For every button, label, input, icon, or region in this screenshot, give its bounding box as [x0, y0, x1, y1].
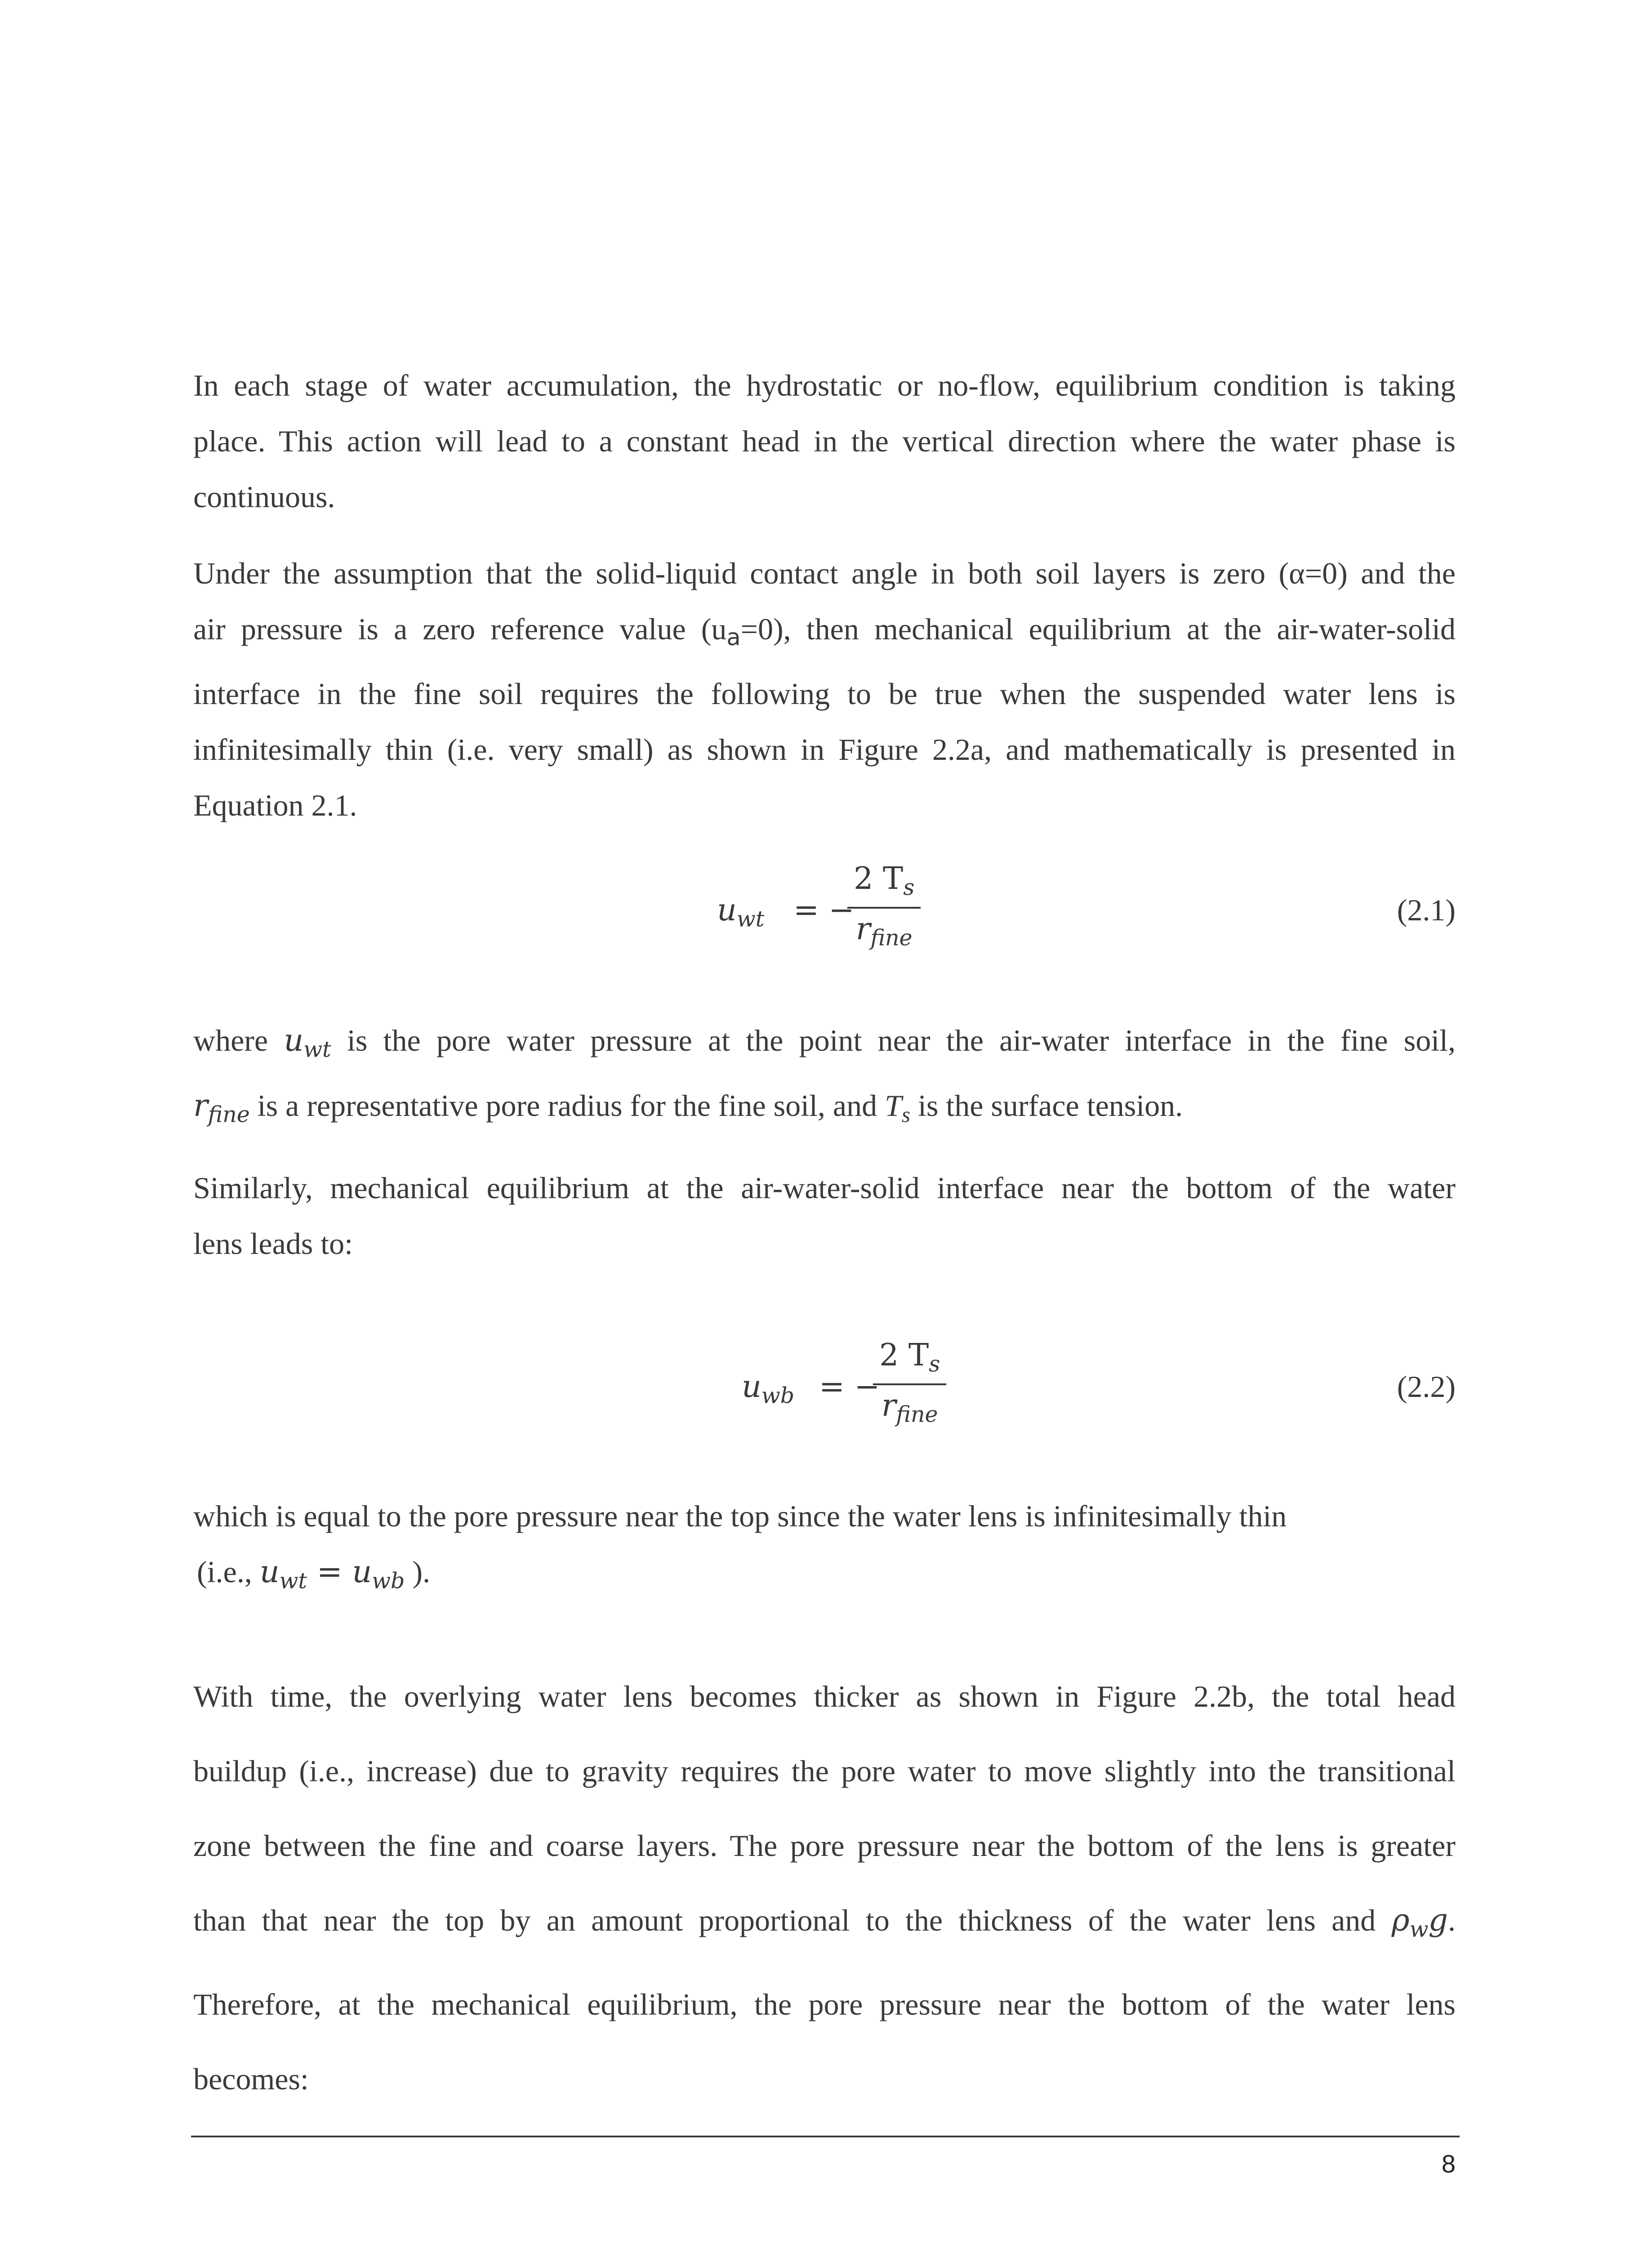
text-fragment: where	[193, 1023, 284, 1057]
text-fragment: ).	[405, 1555, 431, 1589]
subscript: wt	[303, 1036, 331, 1062]
text-fragment: than that near the top by an amount proportional to the thickness of the water lens and	[193, 1903, 1392, 1937]
subscript: fine	[208, 1102, 250, 1128]
subscript: w	[1409, 1916, 1429, 1942]
variable: ρ	[1391, 1903, 1410, 1938]
denominator	[875, 1388, 944, 1427]
subscript: s	[929, 1351, 940, 1377]
text-line	[193, 1078, 1456, 1143]
variable: r	[193, 1088, 208, 1124]
text-line: Equation 2.1.	[193, 788, 357, 822]
variable: u	[717, 892, 737, 928]
variable: g	[1428, 1903, 1448, 1938]
equation-lhs	[717, 892, 764, 932]
text-fragment: is the pore water pressure at the point near the air-water interface in the fine soil,	[331, 1023, 1456, 1057]
paragraph-which-is-equal	[193, 1488, 1456, 1609]
text-line: lens leads to:	[193, 1227, 353, 1261]
text-line: Therefore, at the mechanical equilibrium, the pore pressure near the bottom of the water lens	[193, 1987, 1456, 2021]
denominator	[850, 911, 919, 951]
subscript: wb	[372, 1568, 405, 1594]
text-line	[193, 1012, 1456, 1078]
text-line: With time, the overlying water lens becomes thicker as shown in Figure 2.2b, the total head	[193, 1679, 1456, 1713]
subscript: wt	[736, 906, 765, 932]
fraction-bar	[873, 1383, 946, 1385]
text-line: Under the assumption that the solid-liquid contact angle in both soil layers is zero (α=0) and the	[193, 556, 1456, 590]
paragraph-where	[193, 1012, 1456, 1142]
equals-minus: = −	[819, 1369, 880, 1405]
subscript: wt	[279, 1568, 307, 1594]
subscript: fine	[870, 925, 913, 951]
paragraph-assumption	[193, 545, 1456, 833]
equals-minus: = −	[793, 892, 855, 928]
variable: r	[855, 911, 871, 947]
equation-number: (2.2)	[1397, 1369, 1456, 1404]
numerator	[873, 1338, 946, 1377]
variable: u	[352, 1554, 372, 1590]
paragraph-similarly	[193, 1160, 1456, 1271]
text-line: zone between the fine and coarse layers. The pore pressure near the bottom of the lens is greater	[193, 1829, 1456, 1863]
text-fragment: is a representative pore radius for the fine soil, and	[249, 1088, 885, 1123]
paragraph-with-time	[193, 1659, 1456, 2116]
text-line: buildup (i.e., increase) due to gravity requires the pore water to move slightly into the transitional	[193, 1754, 1456, 1788]
text-line: Similarly, mechanical equilibrium at the air-water-solid interface near the bottom of the water	[193, 1171, 1456, 1205]
fraction	[873, 1338, 946, 1427]
text-fragment: air pressure is a zero reference value (u	[193, 612, 727, 646]
text-line	[193, 601, 1456, 666]
text-fragment: is the surface tension.	[910, 1088, 1183, 1123]
text-line: continuous.	[193, 480, 335, 514]
variable: u	[742, 1369, 761, 1405]
subscript: fine	[896, 1401, 938, 1427]
subscript: a	[726, 624, 741, 651]
equation-number: (2.1)	[1397, 893, 1456, 927]
variable: r	[881, 1387, 896, 1423]
subscript: s	[901, 1102, 910, 1127]
text-line	[193, 1883, 1456, 1967]
text-line: becomes:	[193, 2061, 309, 2096]
subscript: s	[903, 874, 915, 901]
numerator	[847, 861, 921, 901]
text-fragment: =0), then mechanical equilibrium at the air-water-solid	[740, 612, 1456, 646]
equals-sign: =	[307, 1554, 352, 1590]
variable: T	[885, 1088, 902, 1123]
text-fragment: (i.e.,	[197, 1555, 260, 1589]
text-line: In each stage of water accumulation, the hydrostatic or no-flow, equilibrium condition is taking	[193, 368, 1456, 402]
paragraph-water-accumulation	[193, 357, 1456, 525]
text-fragment: .	[1448, 1903, 1456, 1937]
footer-rule	[191, 2136, 1460, 2137]
text-line: place. This action will lead to a constant head in the vertical direction where the water phase is	[193, 424, 1456, 458]
page-number: 8	[1441, 2150, 1456, 2178]
text-line: which is equal to the pore pressure near the top since the water lens is infinitesimally thin	[193, 1499, 1287, 1533]
text-fragment: 2 T	[854, 861, 904, 897]
text-fragment: 2 T	[879, 1338, 929, 1373]
subscript: wb	[761, 1383, 795, 1409]
text-line: interface in the fine soil requires the following to be true when the suspended water lens is	[193, 676, 1456, 711]
text-line	[193, 1544, 1456, 1609]
variable: u	[259, 1554, 280, 1590]
fraction	[847, 861, 921, 950]
variable: u	[284, 1023, 304, 1058]
equation-lhs	[742, 1369, 794, 1409]
fraction-bar	[847, 907, 921, 909]
text-line: infinitesimally thin (i.e. very small) as shown in Figure 2.2a, and mathematically is presented in	[193, 732, 1456, 767]
